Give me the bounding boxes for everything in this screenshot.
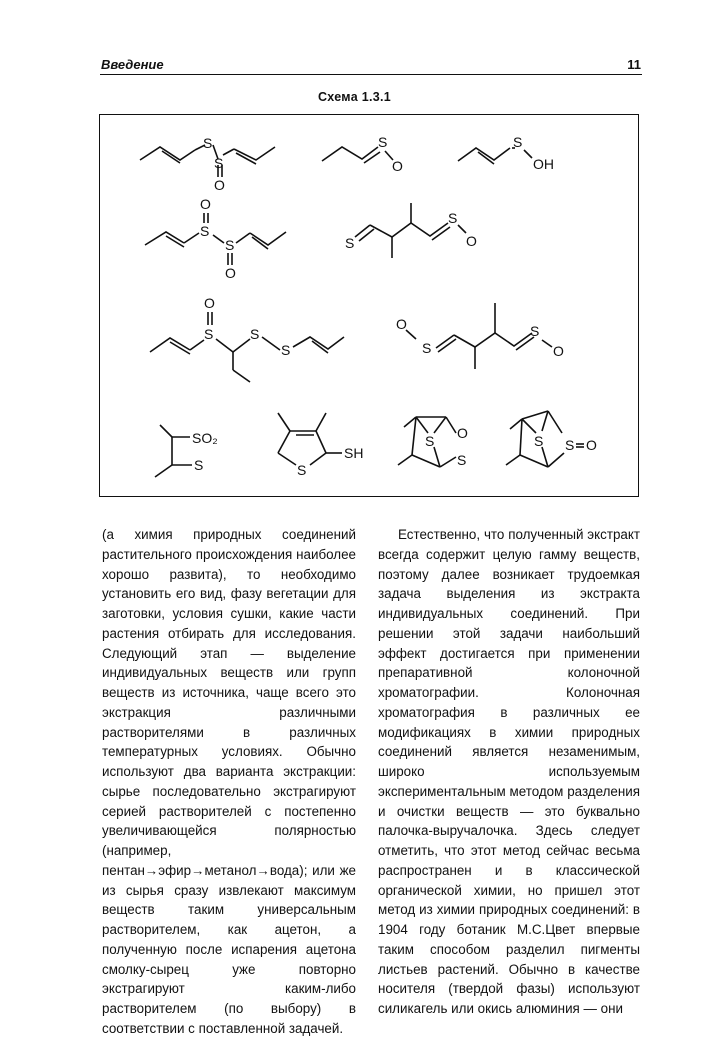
molecule-1	[140, 135, 275, 193]
body-text-left-column: (а химия природных соединений растительного происхождения наиболее хорошо развита), то необходимо установить его вид, фазу вегетации для заготовки, условия сушки, какие части растения отбирать для исследования. Следующий этап — выделение индивидуальных веществ или групп веществ из источника, чаще всего это экстракция различными растворителями в различных температурных условиях. Обычно используют два варианта экстракции: сырье последовательно экстрагируют серией растворителей с постепенно увеличивающейся полярностью (например, пентан→эфир→метанол→вода); или же из сырья сразу извлекают максимум веществ таким универсальным растворителем, как ацетон, а полученную после испарения ацетона смолку-сырец уже повторно экстрагируют каким-либо растворителем (по выбору) в соответствии с поставленной задачей.	[102, 527, 356, 1036]
atom-label: O	[392, 158, 403, 174]
atom-label: O	[553, 343, 564, 359]
atom-label: S	[200, 223, 210, 239]
atom-label: S	[203, 135, 213, 151]
atom-label: S	[422, 340, 432, 356]
atom-label: S	[534, 433, 544, 449]
atom-label: S	[425, 433, 435, 449]
atom-label: S	[513, 134, 523, 150]
atom-label: S	[565, 437, 575, 453]
page-number: 11	[627, 57, 641, 72]
atom-label: S	[225, 237, 235, 253]
atom-label: O	[204, 295, 215, 311]
atom-label: S	[457, 452, 467, 468]
atom-label: SH	[344, 445, 364, 461]
atom-label: O	[586, 437, 597, 453]
atom-label: S	[214, 155, 224, 171]
molecule-7	[396, 303, 564, 369]
atom-label: O	[214, 177, 225, 193]
atom-label: S	[378, 134, 388, 150]
molecule-5	[345, 203, 477, 258]
atom-label: O	[200, 196, 211, 212]
atom-label: S	[194, 457, 204, 473]
header-rule	[100, 74, 642, 75]
scheme-figure	[99, 114, 639, 497]
atom-label: S	[250, 326, 260, 342]
molecule-2	[322, 134, 403, 174]
atom-label: SO₂	[192, 430, 218, 446]
atom-label: S	[345, 235, 355, 251]
molecule-3	[458, 134, 554, 172]
chemical-structures	[100, 115, 640, 498]
scheme-title: Схема 1.3.1	[317, 90, 392, 104]
section-title: Введение	[101, 57, 164, 72]
atom-label: S	[448, 210, 458, 226]
atom-label: S	[297, 462, 307, 478]
molecule-6	[150, 295, 344, 382]
molecule-4	[145, 196, 286, 281]
molecule-8	[155, 425, 218, 477]
atom-label: S	[281, 342, 291, 358]
atom-label: S	[530, 323, 540, 339]
molecule-11	[506, 411, 597, 467]
atom-label: OH	[533, 156, 554, 172]
body-text-right-column: Естественно, что полученный экстракт всегда содержит целую гамму веществ, поэтому далее возникает трудоемкая задача выделения из экстракта индивидуальных соединений. При решении этой задачи наибольший эффект достигается при применении препаративной колоночной хроматографии. Колоночная хроматография в различных ее модификациях в химии природных соединений является незаменимым, широко используемым экспериментальным методом разделения и очистки веществ — это буквально палочка-выручалочка. Здесь следует отметить, что этот метод сейчас весьма распространен и в классической органической химии, но пришел этот метод из химии природных соединений: в 1904 году ботаник М.С.Цвет впервые таким способом разделил пигменты листьев растений. Обычно в качестве носителя (твердой фазы) используют силикагель или окись алюминия — они	[378, 527, 640, 1016]
molecule-9	[278, 413, 363, 478]
atom-label: O	[225, 265, 236, 281]
atom-label: S	[204, 326, 214, 342]
atom-label: O	[466, 233, 477, 249]
atom-label: O	[457, 425, 468, 441]
atom-label: O	[396, 316, 407, 332]
molecule-10	[398, 417, 468, 468]
